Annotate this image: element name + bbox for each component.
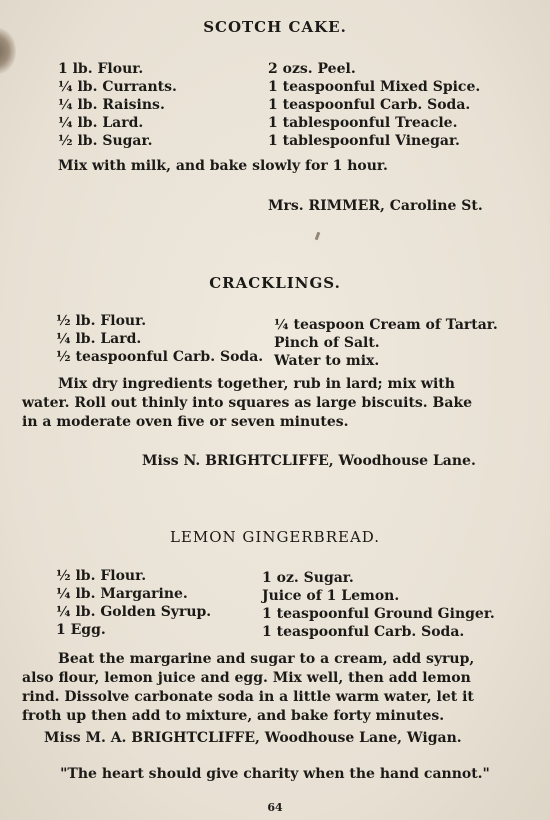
recipe-method <box>58 157 498 176</box>
ingredient: 2 ozs. Peel. <box>268 61 356 77</box>
ingredient: ¼ lb. Golden Syrup. <box>56 604 212 620</box>
ingredient: 1 teaspoonful Carb. Soda. <box>262 624 465 640</box>
ingredient: 1 tablespoonful Vinegar. <box>268 133 460 149</box>
recipe-attribution: Miss N. BRIGHTCLIFFE, Woodhouse Lane. <box>142 453 476 469</box>
ingredient: Juice of 1 Lemon. <box>262 588 400 604</box>
page-number: 64 <box>267 801 283 814</box>
method-line: Beat the margarine and sugar to a cream, add syrup, <box>58 651 475 667</box>
ingredient: ¼ lb. Lard. <box>58 115 144 131</box>
ingredient: ½ lb. Sugar. <box>58 133 153 149</box>
ingredient: ¼ lb. Lard. <box>56 331 142 347</box>
ingredient: ½ teaspoonful Carb. Soda. <box>56 349 264 365</box>
ingredient: ¼ lb. Currants. <box>58 79 177 95</box>
method-line: rind. Dissolve carbonate soda in a little warm water, let it <box>22 689 474 705</box>
ingredient: ½ lb. Flour. <box>56 313 147 329</box>
ingredient: 1 teaspoonful Ground Ginger. <box>262 606 495 622</box>
ingredient: 1 Egg. <box>56 622 106 638</box>
method-line: water. Roll out thinly into squares as large biscuits. Bake <box>22 395 473 411</box>
method-line: Mix with milk, and bake slowly for 1 hour. <box>58 158 388 174</box>
recipe-method <box>22 650 512 726</box>
recipe-attribution: Mrs. RIMMER, Caroline St. <box>268 198 483 214</box>
ingredient: 1 tablespoonful Treacle. <box>268 115 458 131</box>
ingredient-list-left <box>56 567 211 639</box>
ingredient: Water to mix. <box>274 353 380 369</box>
ingredient-list-right <box>262 569 495 641</box>
recipe-title-lemon-gingerbread: LEMON GINGERBREAD. <box>169 528 381 546</box>
ingredient-list-left <box>56 312 263 366</box>
ingredient-list-right <box>274 316 498 370</box>
ingredient: ¼ teaspoon Cream of Tartar. <box>274 317 498 333</box>
method-line: in a moderate oven five or seven minutes. <box>22 414 349 430</box>
footer-quote: "The heart should give charity when the hand cannot." <box>60 766 490 782</box>
ingredient-list-left <box>58 60 177 150</box>
ingredient: 1 teaspoonful Carb. Soda. <box>268 97 471 113</box>
recipe-attribution: Miss M. A. BRIGHTCLIFFE, Woodhouse Lane, Wigan. <box>44 730 462 746</box>
ink-speck <box>315 232 321 241</box>
method-line: Mix dry ingredients together, rub in lard; mix with <box>58 376 455 392</box>
ingredient: 1 lb. Flour. <box>58 61 144 77</box>
ingredient: ¼ lb. Margarine. <box>56 586 188 602</box>
ingredient: Pinch of Salt. <box>274 335 380 351</box>
ingredient: 1 oz. Sugar. <box>262 570 354 586</box>
recipe-title-scotch-cake: SCOTCH CAKE. <box>203 18 347 36</box>
ingredient: 1 teaspoonful Mixed Spice. <box>268 79 481 95</box>
recipe-title-cracklings: CRACKLINGS. <box>209 274 341 292</box>
method-line: also flour, lemon juice and egg. Mix well, then add lemon <box>22 670 471 686</box>
recipe-method <box>22 375 512 432</box>
ingredient: ½ lb. Flour. <box>56 568 147 584</box>
method-line: froth up then add to mixture, and bake forty minutes. <box>22 708 445 724</box>
ingredient: ¼ lb. Raisins. <box>58 97 165 113</box>
ingredient-list-right <box>268 60 480 150</box>
